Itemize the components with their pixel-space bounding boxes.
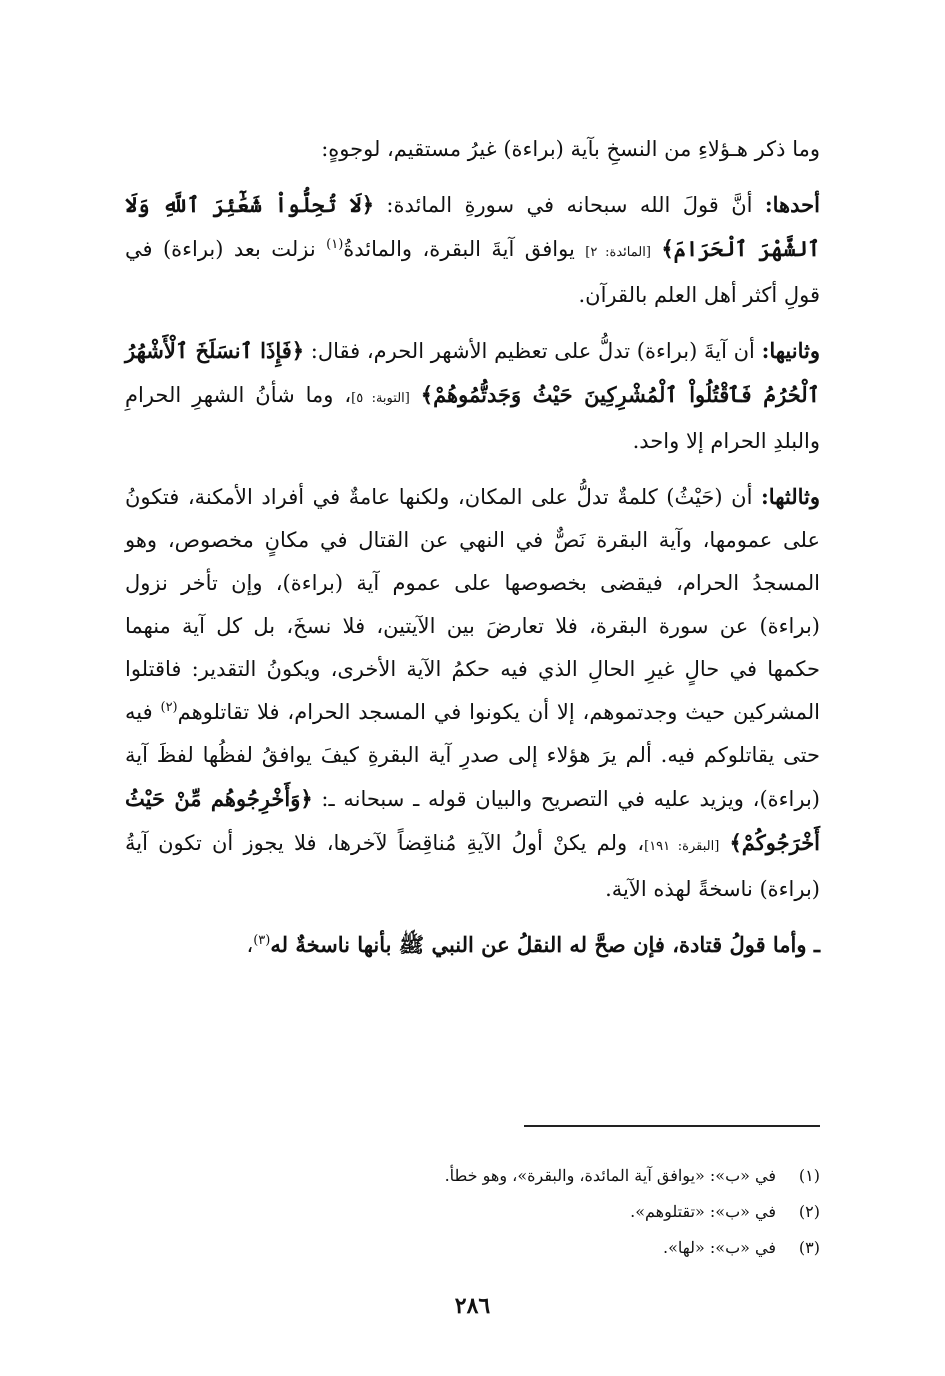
verse-reference: [البقرة: ١٩١] <box>644 839 720 854</box>
footnote-marker[interactable]: (٣) <box>253 933 271 948</box>
quran-verse: ﴿وَأَخْرِجُوهُم مِّنْ حَيْثُ أَخْرَجُوكُمْ﴾ <box>125 786 821 855</box>
main-text <box>125 128 820 967</box>
intro-paragraph <box>125 128 820 171</box>
paragraph-text: ، ولم يكنْ أولُ الآيةِ مُناقِضاً لآخرها، فلا يجوز أن تكون آيةُ (براءة) ناسخةً لهذه الآية. <box>125 831 820 901</box>
paragraph-lead: أحدها: <box>764 192 820 217</box>
paragraph-text: ، وما شأنُ الشهرِ الحرامِ والبلدِ الحرام إلا واحد. <box>125 383 820 453</box>
footnote-text: في «ب»: «لها». <box>663 1238 776 1257</box>
footnote-item <box>125 1194 820 1230</box>
paragraph-text: أن آيةَ (براءة) تدلُّ على تعظيم الأشهر الحرم، فقال: <box>310 339 755 363</box>
paragraph-text: ، <box>246 933 254 957</box>
footnote-text: في «ب»: «تقتلوهم». <box>630 1202 776 1221</box>
intro-text: وما ذكر هـؤلاءِ من النسخِ بآية (براءة) غيرُ مستقيم، لوجوهٍ: <box>321 137 820 161</box>
footnote-item <box>125 1230 820 1266</box>
footnote-text: في «ب»: «يوافق آية المائدة، والبقرة»، وهو خطأ. <box>444 1166 776 1185</box>
verse-reference: [التوبة: ٥] <box>351 391 410 406</box>
paragraph-text: ـ وأما قولُ قتادة، فإن صحَّ له النقلُ عن النبي ﷺ بأنها ناسخةٌ له <box>270 932 820 957</box>
footnote-number: (١) <box>798 1166 820 1185</box>
footnotes <box>125 1158 820 1266</box>
verse-reference: [المائدة: ٢] <box>585 245 651 260</box>
paragraph-text: يوافق آيةَ البقرة، والمائدةُ <box>343 237 575 261</box>
paragraph-qatada <box>125 923 820 967</box>
paragraph-lead: وثانيها: <box>761 338 820 363</box>
paragraph-third-reason <box>125 475 820 911</box>
quran-verse: ﴿لَا تُحِلُّواْ شَعَٰٓئِرَ ٱللَّهِ وَلَا ٱلشَّهْرَ ٱلْحَرَامَ﴾ <box>125 192 821 261</box>
footnote-number: (٣) <box>798 1238 820 1257</box>
page-number: ٢٨٦ <box>454 1293 491 1319</box>
paragraph-text: فيه حتى يقاتلوكم فيه. ألم يرَ هؤلاء إلى صدرِ آية البقرةِ كيفَ يوافقُ لفظُها لفظَ آية (براءة)، ويزيد عليه في التصريح والبيان قوله ـ سبحانه ـ: <box>125 700 820 811</box>
paragraph-text: أنَّ قولَ الله سبحانه في سورةِ المائدة: <box>386 193 753 217</box>
paragraph-first-reason <box>125 183 820 317</box>
paragraph-second-reason <box>125 329 820 463</box>
footnote-marker[interactable]: (١) <box>326 237 344 252</box>
paragraph-text: أن (حَيْثُ) كلمةٌ تدلُّ على المكان، ولكنها عامةٌ في أفراد الأمكنة، فتكونُ على عمومها، وآية البقرة نَصٌّ في النهي عن القتال في مكانٍ مخصوص، وهو المسجدُ الحرام، فيقضى بخصوصها على عموم آية (براءة)، وإن تأخر نزول (براءة) عن سورة البقرة، فلا تعارضَ بين الآيتين، فلا نسخَ، بل كل آية منهما حكمها في حالٍ غيرِ الحالِ الذي فيه حكمُ الآية الأخرى، ويكونُ التقدير: فاقتلوا المشركين حيث وجدتموهم، إلا أن يكونوا في المسجد الحرام، فلا تقاتلوهم <box>125 485 821 724</box>
footnote-marker[interactable]: (٢) <box>160 700 178 715</box>
footnote-divider <box>524 1125 820 1127</box>
paragraph-lead: وثالثها: <box>761 484 820 509</box>
footnote-number: (٢) <box>798 1202 820 1221</box>
quran-verse: ﴿فَإِذَا ٱنسَلَخَ ٱلْأَشْهُرُ ٱلْحُرُمُ فَٱقْتُلُواْ ٱلْمُشْرِكِينَ حَيْثُ وَجَدتُّمُوهُمْ﴾ <box>125 338 820 407</box>
footnote-item <box>125 1158 820 1194</box>
paragraph-text: نزلت بعد (براءة) في قولِ أكثر أهل العلم بالقرآن. <box>125 237 820 307</box>
